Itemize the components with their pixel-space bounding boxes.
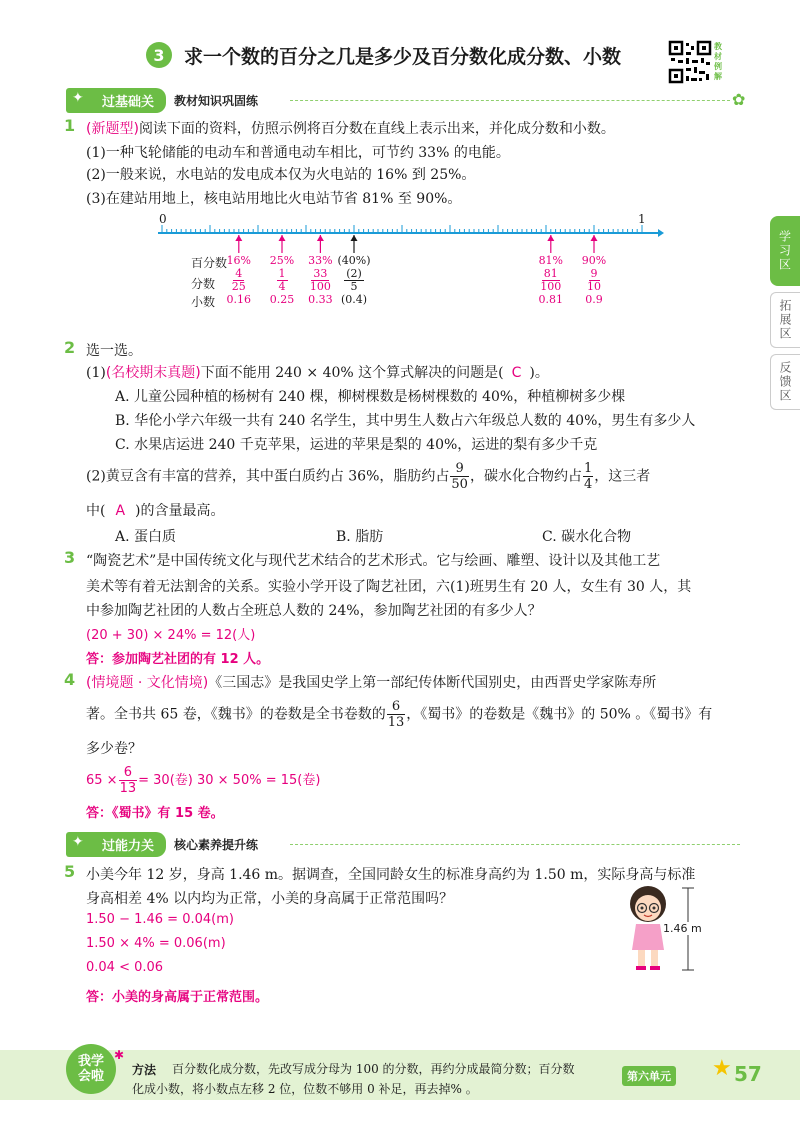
point-decimal-5: 0.9 <box>585 293 603 306</box>
point-percent-3: (40%) <box>337 254 371 267</box>
question-2-number: 2 <box>64 338 76 357</box>
question-4-line-1: (情境题 · 文化情境)《三国志》是我国史学上第一部纪传体断代国别史，由西晋史学家陈寿所 <box>86 675 657 691</box>
section-basic-subtitle: 教材知识巩固练 <box>174 93 259 108</box>
point-fraction-0: 4 25 <box>231 267 246 293</box>
question-4-number: 4 <box>64 670 76 689</box>
footer-star-decor-icon: ★ <box>712 1056 732 1081</box>
row-label-fraction: 分数 <box>191 277 216 291</box>
point-arrowhead-1 <box>279 235 286 241</box>
point-arrowhead-4 <box>547 235 554 241</box>
question-5-line-2: 身高相差 4% 以内均为正常，小美的身高属于正常范围吗？ <box>86 891 454 907</box>
question-2-2-option-c: C. 碳水化合物 <box>542 529 632 545</box>
point-fraction-3: (2) 5 <box>346 267 362 293</box>
question-4-line-2: 著。全书共 65 卷，《魏书》的卷数是全书卷数的 $\frac{6}{13}$ ，《蜀书》的卷数是《魏书》的 50% 。《蜀书》有 <box>86 699 713 730</box>
question-4-line-3: 多少卷？ <box>86 741 142 757</box>
qr-caption: 教材例解 <box>714 42 722 81</box>
point-arrowhead-5 <box>591 235 598 241</box>
fraction-1-4: $\frac{1}{4}$ <box>583 461 593 492</box>
number-line-end-label: 1 <box>638 212 646 226</box>
rocket-icon: ✦ <box>72 89 84 106</box>
fraction-9-50: $\frac{9}{50}$ <box>451 461 468 492</box>
footer-method-line-1: 百分数化成分数，先改写成分母为 100 的分数，再约分成最简分数；百分数 <box>172 1062 575 1076</box>
point-arrowhead-2 <box>317 235 324 241</box>
point-arrowhead-3 <box>351 235 358 241</box>
question-3-work: (20 + 30) × 24% = 12(人) <box>86 628 256 643</box>
question-3-line-3: 中参加陶艺社团的人数占全班总人数的 24%，参加陶艺社团的有多少人？ <box>86 603 542 619</box>
question-4-work: 65 × $\frac{6}{13}$ = 30(卷) 30 × 50% = 15(卷) <box>86 765 321 796</box>
question-1-stem: (新题型)阅读下面的资料，仿照示例将百分数在直线上表示出来，并化成分数和小数。 <box>86 121 615 137</box>
side-tab-expand[interactable]: 拓展区 <box>770 292 800 348</box>
question-5-work-2: 1.50 × 4% = 0.06(m) <box>86 936 226 951</box>
point-percent-5: 90% <box>581 254 607 267</box>
number-line-arrow <box>658 229 664 237</box>
question-2-2-option-b: B. 脂肪 <box>336 529 384 545</box>
number-line-start-label: 0 <box>159 212 167 226</box>
section-basic-tag: ✦ 过基础关 <box>66 88 166 113</box>
point-decimal-1: 0.25 <box>269 293 295 306</box>
point-percent-0: 16% <box>226 254 252 267</box>
height-label: 1.46 m <box>663 922 702 935</box>
rocket-icon-2: ✦ <box>72 833 84 850</box>
side-tab-study[interactable]: 学习区 <box>770 216 800 286</box>
section-ability-tag: ✦ 过能力关 <box>66 832 166 857</box>
question-5-answer: 答：小美的身高属于正常范围。 <box>86 990 269 1005</box>
page-title: 求一个数的百分之几是多少及百分数化成分数、小数 <box>184 46 622 68</box>
footer-unit-label: 第六单元 <box>622 1066 676 1086</box>
side-tab-feedback[interactable]: 反馈区 <box>770 354 800 410</box>
row-label-percent: 百分数 <box>191 256 228 270</box>
fraction-6-13: $\frac{6}{13}$ <box>387 699 405 730</box>
flower-icon: ✿ <box>732 90 746 109</box>
section-ability-divider <box>290 844 740 845</box>
footer-method-line-2: 化成小数，将小数点左移 2 位，位数不够用 0 补足，再去掉% 。 <box>132 1082 478 1096</box>
question-2-1-option-b: B. 华伦小学六年级一共有 240 名学生，其中男生人数占六年级总人数的 40%，男生有多少人 <box>115 413 696 429</box>
point-decimal-2: 0.33 <box>308 293 333 306</box>
title-badge: 3 <box>146 42 172 68</box>
fraction-6-13-work: $\frac{6}{13}$ <box>119 765 137 796</box>
question-3-line-2: 美术等有着无法割舍的关系。实验小学开设了陶艺社团，六(1)班男生有 20 人，女生有 30 人，其 <box>86 579 692 595</box>
section-ability-subtitle: 核心素养提升练 <box>174 837 259 852</box>
section-basic-divider <box>290 100 730 101</box>
footer-star-icon: ✱ <box>114 1048 125 1062</box>
point-decimal-4: 0.81 <box>538 293 564 306</box>
point-arrowhead-0 <box>235 235 242 241</box>
question-5-work-1: 1.50 − 1.46 = 0.04(m) <box>86 912 234 927</box>
section-ability-banner <box>66 832 258 856</box>
section-basic-banner <box>66 88 258 112</box>
page-number: 57 <box>734 1062 762 1086</box>
row-label-decimal: 小数 <box>191 295 216 309</box>
question-2-part-1: (1)(名校期末真题)下面不能用 240 × 40% 这个算式解决的问题是( C )。 <box>86 365 549 381</box>
question-1-item-2: (2)一般来说，水电站的发电成本仅为火电站的 16% 到 25%。 <box>86 167 476 183</box>
question-2-1-option-a: A. 儿童公园种植的杨树有 240 棵，柳树棵数是杨树棵数的 40%，种植柳树多少棵 <box>115 389 626 405</box>
point-decimal-3: (0.4) <box>340 293 368 306</box>
question-3-number: 3 <box>64 548 76 567</box>
question-5-number: 5 <box>64 862 76 881</box>
question-3-line-1: “陶瓷艺术”是中国传统文化与现代艺术结合的艺术形式。它与绘画、雕塑、设计以及其他工艺 <box>86 553 661 569</box>
question-2-2-answer: A <box>115 503 126 519</box>
qr-code-icon[interactable] <box>668 40 712 84</box>
question-2-part-2: (2)黄豆含有丰富的营养，其中蛋白质约占 36%，脂肪约占 $\frac{9}{50}$ ，碳水化合物约占 $\frac{1}{4}$ ，这三者 <box>86 461 651 492</box>
footer-method-label: 方法 <box>132 1063 157 1077</box>
footer-badge: 我学会啦 <box>66 1044 116 1094</box>
question-2-2-option-a: A. 蛋白质 <box>115 529 177 545</box>
question-1-number: 1 <box>64 116 76 135</box>
question-2-part-2-cont: 中( A )的含量最高。 <box>86 503 225 519</box>
question-1-item-3: (3)在建站用地上，核电站用地比火电站节省 81% 至 90%。 <box>86 191 462 207</box>
point-percent-1: 25% <box>269 254 295 267</box>
point-fraction-5: 9 10 <box>587 267 601 293</box>
question-2-stem: 选一选。 <box>86 343 142 359</box>
question-5-line-1: 小美今年 12 岁，身高 1.46 m。据调查，全国同龄女生的标准身高约为 1.50 m，实际身高与标准 <box>86 867 696 883</box>
point-decimal-0: 0.16 <box>226 293 252 306</box>
point-fraction-4: 81 100 <box>540 267 562 293</box>
question-1-item-1: (1)一种飞轮储能的电动车和普通电动车相比，可节约 33% 的电能。 <box>86 145 510 161</box>
question-4-answer: 答：《蜀书》有 15 卷。 <box>86 806 224 821</box>
point-fraction-1: 1 4 <box>278 267 286 293</box>
question-2-1-option-c: C. 水果店运进 240 千克苹果，运进的苹果是梨的 40%，运进的梨有多少千克 <box>115 437 598 453</box>
point-percent-2: 33% <box>308 254 333 267</box>
point-fraction-2: 33 100 <box>309 267 331 293</box>
girl-illustration <box>612 880 722 980</box>
question-2-1-answer: C <box>511 365 522 381</box>
point-percent-4: 81% <box>538 254 564 267</box>
question-3-answer: 答：参加陶艺社团的有 12 人。 <box>86 652 270 667</box>
question-5-work-3: 0.04 < 0.06 <box>86 960 164 975</box>
